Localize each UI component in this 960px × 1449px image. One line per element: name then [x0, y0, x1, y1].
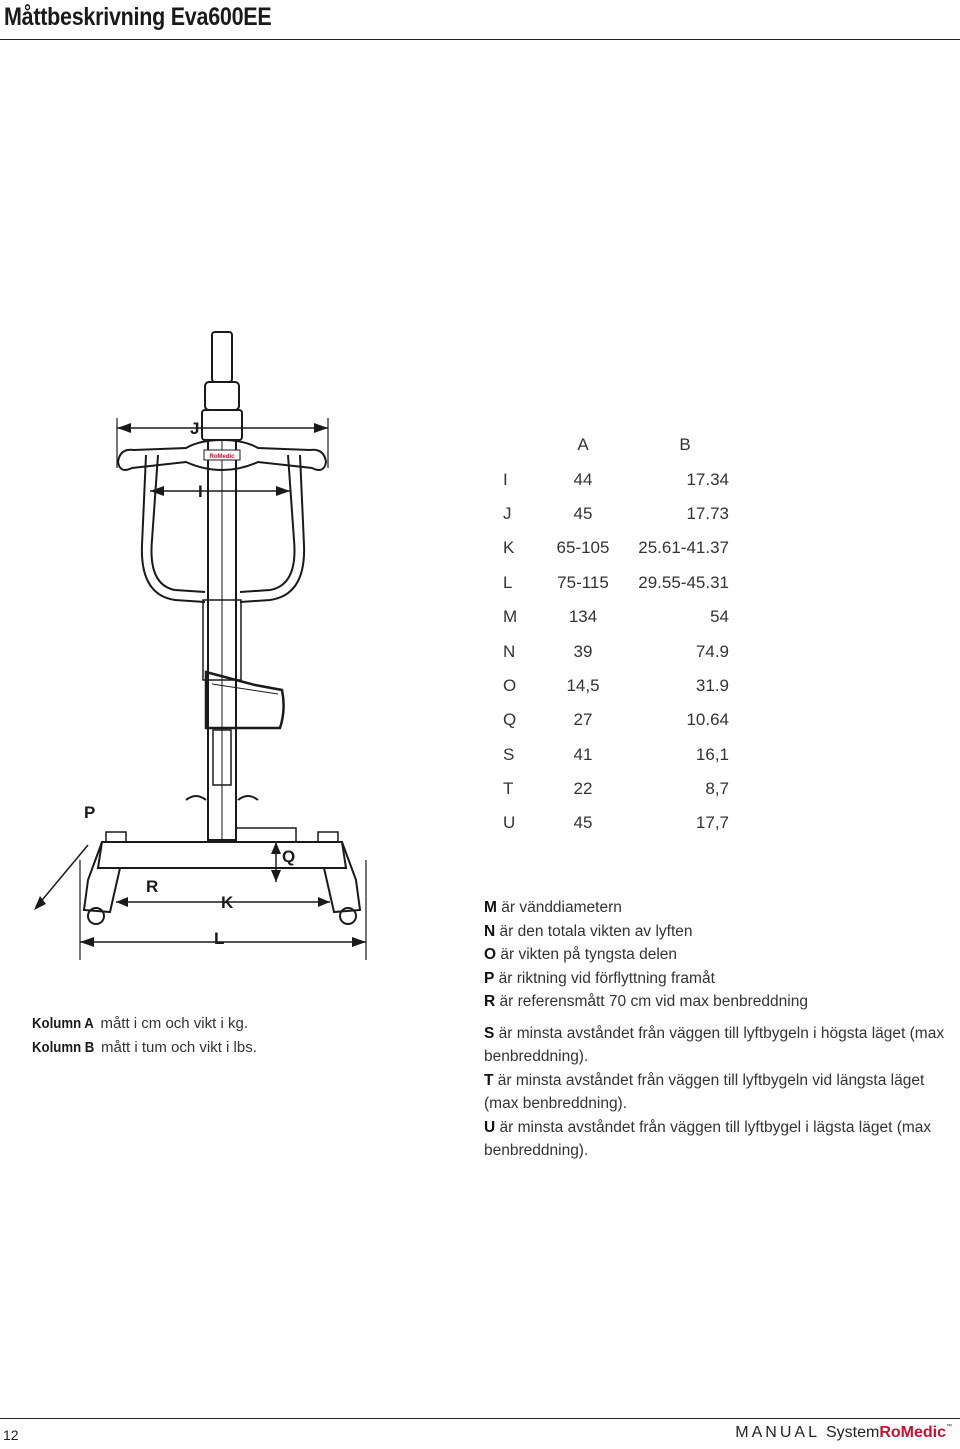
note-text: är riktning vid förflyttning framåt — [498, 969, 715, 987]
note-text: är referensmått 70 cm vid max benbreddning — [499, 993, 808, 1010]
row-value-a: 65-105 — [556, 538, 610, 558]
page-title: Måttbeskrivning Eva600EE — [4, 3, 272, 31]
table-row — [495, 531, 735, 565]
note-item — [484, 990, 954, 1014]
dimensions-table — [495, 428, 735, 841]
row-value-b: 31.9 — [695, 675, 729, 695]
label-r: R — [146, 877, 159, 896]
dimension-notes — [484, 896, 954, 1163]
legend-a-key: Kolumn A — [32, 1015, 94, 1032]
row-value-a: 22 — [573, 779, 593, 799]
row-value-a: 44 — [573, 469, 593, 489]
row-value-a: 75-115 — [557, 572, 609, 592]
legend-a — [32, 1012, 257, 1036]
legend-b-key: Kolumn B — [32, 1039, 95, 1056]
row-key: Q — [503, 710, 517, 730]
row-value-b: 17.73 — [686, 503, 729, 523]
row-key: K — [503, 538, 515, 558]
base-chassis — [98, 842, 346, 868]
note-item — [484, 1022, 954, 1069]
row-key: U — [503, 813, 516, 833]
row-value-b: 17.34 — [686, 469, 729, 489]
brand-tm: ™ — [946, 1424, 952, 1430]
note-text: är minsta avståndet från väggen till lyftbygel i lägsta läget (max benbreddning). — [484, 1118, 932, 1159]
table-row — [495, 703, 735, 737]
row-value-b: 17,7 — [695, 813, 729, 833]
row-value-b: 29.55-45.31 — [638, 572, 729, 592]
note-key: N — [484, 922, 496, 940]
column-legend — [32, 1012, 257, 1060]
note-text: är den totala vikten av lyften — [499, 922, 693, 940]
note-text: är vikten på tyngsta delen — [500, 946, 678, 963]
row-value-b: 10.64 — [686, 710, 729, 730]
note-item — [484, 943, 954, 967]
note-key: O — [484, 946, 497, 963]
label-i: I — [198, 482, 203, 501]
legend-b — [32, 1036, 257, 1060]
brand-romedic: RoMedic — [879, 1424, 946, 1441]
note-item — [484, 920, 954, 944]
row-key: L — [503, 572, 513, 592]
row-value-b: 54 — [710, 607, 729, 627]
row-key: T — [503, 779, 514, 799]
row-key: S — [503, 744, 515, 764]
row-key: M — [503, 607, 518, 627]
table-row — [495, 497, 735, 531]
brand-system: System — [825, 1424, 880, 1441]
note-item — [484, 1069, 954, 1116]
brand-footer — [735, 1424, 952, 1442]
note-text: är vänddiametern — [501, 899, 622, 916]
row-value-a: 39 — [573, 641, 593, 661]
table-row — [495, 806, 735, 840]
note-key: T — [484, 1071, 494, 1089]
legend-b-text: mått i tum och vikt i lbs. — [101, 1039, 257, 1056]
row-value-a: 27 — [573, 710, 593, 730]
note-item — [484, 1116, 954, 1163]
table-row — [495, 738, 735, 772]
legend-a-text: mått i cm och vikt i kg. — [100, 1015, 248, 1032]
label-j: J — [190, 419, 200, 438]
note-key: R — [484, 993, 496, 1010]
table-header-row — [495, 428, 735, 462]
table-row — [495, 669, 735, 703]
lift-diagram — [0, 320, 480, 960]
note-key: S — [484, 1024, 495, 1042]
footer-divider — [0, 1418, 960, 1419]
note-key: P — [484, 969, 495, 987]
row-value-a: 45 — [573, 503, 593, 523]
control-handle — [212, 332, 232, 382]
table-row — [495, 600, 735, 634]
note-key: U — [484, 1118, 496, 1136]
row-value-a: 134 — [568, 607, 598, 627]
row-value-a: 41 — [573, 744, 593, 764]
table-row — [495, 772, 735, 806]
note-item — [484, 896, 954, 920]
row-value-b: 74.9 — [695, 641, 729, 661]
column-a-header: A — [577, 435, 589, 455]
title-divider — [0, 39, 960, 40]
label-q: Q — [282, 847, 296, 866]
label-p: P — [84, 803, 96, 822]
table-row — [495, 634, 735, 668]
column-b-header: B — [679, 435, 691, 455]
row-value-b: 16,1 — [695, 744, 729, 764]
note-item — [484, 967, 954, 991]
row-key: I — [503, 469, 508, 489]
row-value-a: 45 — [573, 813, 593, 833]
row-value-b: 25.61-41.37 — [638, 538, 729, 558]
row-key: N — [503, 641, 516, 661]
brand-manual: MANUAL — [735, 1424, 820, 1441]
note-key: M — [484, 899, 497, 916]
leg-left — [84, 842, 120, 912]
page-number: 12 — [3, 1427, 19, 1443]
table-row — [495, 566, 735, 600]
label-k: K — [221, 893, 234, 912]
table-row — [495, 462, 735, 496]
note-text: är minsta avståndet från väggen till lyftbygeln i högsta läget (max benbreddning). — [484, 1024, 945, 1065]
row-value-b: 8,7 — [705, 779, 729, 799]
label-l: L — [214, 929, 225, 948]
sling-arm-right — [240, 455, 295, 592]
row-value-a: 14,5 — [566, 675, 600, 695]
row-key: J — [503, 503, 512, 523]
sling-arm-left — [151, 455, 205, 592]
row-key: O — [503, 675, 517, 695]
lift-logo: RoMedic — [209, 454, 235, 460]
note-text: är minsta avståndet från väggen till lyftbygeln vid längsta läget (max benbreddning). — [484, 1071, 925, 1112]
